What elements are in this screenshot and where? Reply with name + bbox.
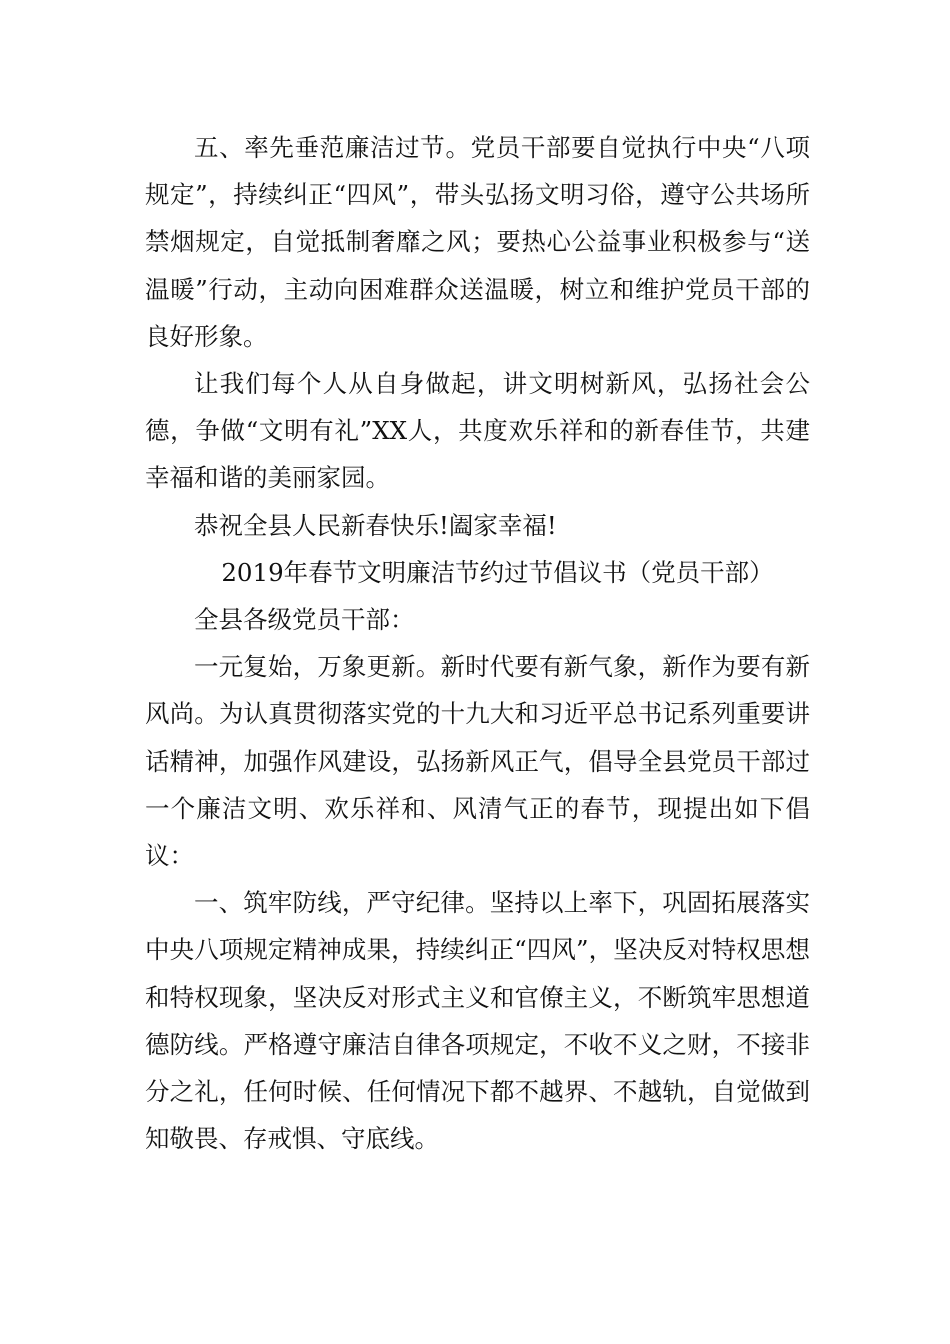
- salutation: 全县各级党员干部：: [194, 605, 415, 635]
- paragraph-civility-call: 让我们每个人从自身做起，讲文明树新风，弘扬社会公德，争做“文明有礼”XX人，共度欢乐祥和的新春佳节，共建幸福和谐的美丽家园。: [145, 369, 810, 493]
- paragraph-point-one: 一、筑牢防线，严守纪律。坚持以上率下，巩固拓展落实中央八项规定精神成果，持续纠正“四风”，坚决反对特权思想和特权现象，坚决反对形式主义和官僚主义，不断筑牢思想道德防线。严格遵守廉洁自律各项规定，不收不义之财，不接非分之礼，任何时候、任何情况下都不越界、不越轨，自觉做到知敬畏、存戒惧、守底线。: [145, 888, 810, 1154]
- document-title: 2019年春节文明廉洁节约过节倡议书（党员干部）: [221, 557, 774, 587]
- paragraph-exemplary-clean-holiday: 五、率先垂范廉洁过节。党员干部要自觉执行中央“八项规定”，持续纠正“四风”，带头弘扬文明习俗，遵守公共场所禁烟规定，自觉抵制奢靡之风；要热心公益事业积极参与“送温暖”行动，主动向困难群众送温暖，树立和维护党员干部的良好形象。: [145, 133, 810, 351]
- document-body: [145, 124, 810, 1162]
- paragraph-new-year-greeting: 恭祝全县人民新春快乐!阖家幸福!: [194, 510, 557, 540]
- paragraph-introduction: 一元复始，万象更新。新时代要有新气象，新作为要有新风尚。为认真贯彻落实党的十九大和习近平总书记系列重要讲话精神，加强作风建设，弘扬新风正气，倡导全县党员干部过一个廉洁文明、欢乐祥和、风清气正的春节，现提出如下倡议：: [145, 652, 810, 871]
